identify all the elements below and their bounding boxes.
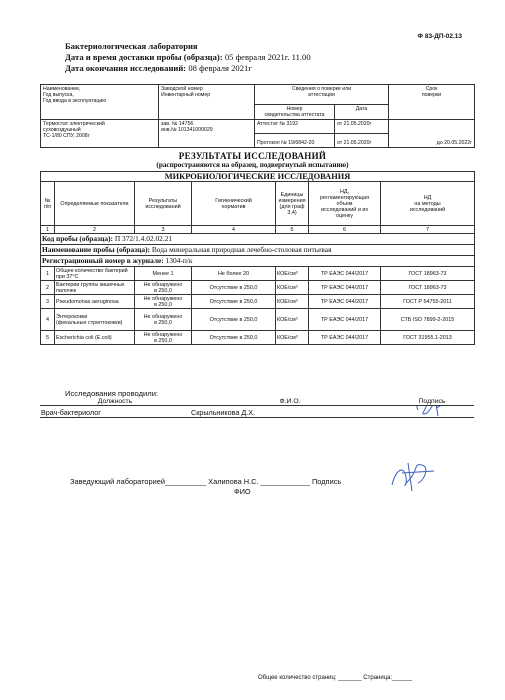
col-header-norm: Гигиенический норматив	[192, 182, 276, 226]
registration-value: 1304-п/к	[165, 256, 193, 265]
fio-label: ФИО	[234, 487, 251, 496]
sample-code-value: П 372/1.4.02.02.21	[114, 234, 173, 243]
row-norm: Отсутствие в 250,0	[192, 281, 276, 295]
sample-name	[41, 245, 475, 256]
form-code: Ф 83-ДП-02.13	[417, 33, 462, 40]
row-indicator: Escherichia coli (E.coli)	[55, 331, 135, 345]
row-indicator: Энтерококки (фекальные стрептококки)	[55, 309, 135, 331]
table-row	[41, 281, 475, 295]
row-method: ГОСТ 18963-73	[381, 281, 475, 295]
col-number: 6	[309, 226, 381, 234]
row-num: 4	[41, 309, 55, 331]
table-row	[41, 267, 475, 281]
row-result: Не обнаружено в 250,0	[135, 331, 192, 345]
col-header-method: НД на методы исследований	[381, 182, 475, 226]
row-nd: ТР ЕАЭС 044/2017	[309, 295, 381, 309]
head-signature-mark	[388, 459, 438, 493]
results-title: РЕЗУЛЬТАТЫ ИССЛЕДОВАНИЙ	[178, 151, 327, 161]
row-indicator: Общее количество бактерий при 37°С	[55, 267, 135, 281]
row-nd: ТР ЕАЭС 044/2017	[309, 267, 381, 281]
row-unit: КОЕ/см³	[276, 267, 309, 281]
row-nd: ТР ЕАЭС 044/2017	[309, 331, 381, 345]
col-number: 3	[135, 226, 192, 234]
row-result: Менее 1	[135, 267, 192, 281]
end-date-line	[65, 63, 252, 73]
staff-header-signature: Подпись	[390, 398, 474, 406]
eq-header-validity: Срок поверки	[389, 85, 475, 120]
end-date-value: 08 февраля 2021г	[188, 63, 252, 73]
col-header-unit: Единицы измерения (для граф 3,4)	[276, 182, 309, 226]
head-of-lab-line: Заведующий лабораторией__________ Халипова Н.С. ____________ Подпись	[70, 477, 342, 486]
eq-validity: до 20.05.2022г	[389, 120, 475, 148]
staff-position: Врач-бактериолог	[40, 406, 190, 418]
row-result: Не обнаружено в 250,0	[135, 309, 192, 331]
row-result: Не обнаружено в 250,0	[135, 295, 192, 309]
results-table	[40, 171, 475, 345]
row-result: Не обнаружено в 250,0	[135, 281, 192, 295]
sample-name-value: Вода минеральная природная лечебно-столовая питьевая	[151, 245, 332, 254]
row-norm: Отсутствие в 250,0	[192, 295, 276, 309]
eq-header-cert-number: Номер свидетельства аттестата	[255, 105, 335, 120]
lab-title: Бактериологическая лаборатория	[65, 41, 198, 51]
row-nd: ТР ЕАЭС 044/2017	[309, 281, 381, 295]
results-subtitle: (распространяются на образец, подвергнутый испытанию)	[156, 161, 349, 169]
equipment-table	[40, 84, 475, 148]
row-method: ГОСТ Р 54755-2011	[381, 295, 475, 309]
row-indicator: Бактерии группы кишечных палочек	[55, 281, 135, 295]
staff-signature	[390, 406, 474, 418]
row-nd: ТР ЕАЭС 044/2017	[309, 309, 381, 331]
eq-header-cert-date: Дата	[335, 105, 389, 120]
eq-cert1: Аттестат № 3192	[255, 120, 335, 134]
delivery-line	[65, 52, 311, 62]
eq-header-verification: Сведения о поверке или аттестации	[255, 85, 389, 105]
row-unit: КОЕ/см³	[276, 295, 309, 309]
row-norm: Не более 20	[192, 267, 276, 281]
row-method: ГОСТ 31955.1-2013	[381, 331, 475, 345]
row-num: 2	[41, 281, 55, 295]
row-method: ГОСТ 18963-73	[381, 267, 475, 281]
registration-label: Регистрационный номер в журнале:	[42, 256, 164, 265]
row-method: СТБ ISO 7899-2-2015	[381, 309, 475, 331]
staff-header-name: Ф.И.О.	[190, 398, 390, 406]
delivery-label: Дата и время доставки пробы (образца):	[65, 52, 223, 62]
table-row	[41, 295, 475, 309]
col-number: 7	[381, 226, 475, 234]
staff-name: Скрыльникова Д.Х.	[190, 406, 390, 418]
eq-name: Термостат электрический суховоздушный ТС-1/80 СПУ, 2008г	[41, 120, 159, 148]
row-unit: КОЕ/см³	[276, 281, 309, 295]
sample-code-label: Код пробы (образца):	[42, 234, 113, 243]
col-number: 1	[41, 226, 55, 234]
table-row	[41, 331, 475, 345]
col-header-result: Результаты исследований	[135, 182, 192, 226]
sample-code	[41, 234, 475, 245]
delivery-value: 05 февраля 2021г. 11.00	[224, 52, 311, 62]
row-norm: Отсутствие в 250,0	[192, 331, 276, 345]
col-number: 4	[192, 226, 276, 234]
eq-numbers: зав. № 14756 инв.№ 101341000029	[159, 120, 255, 148]
col-header-nd: НД, регламентирующая объем исследований и их оценку	[309, 182, 381, 226]
page-footer: Общее количество страниц: _______ Страница:______	[258, 675, 413, 681]
registration-number	[41, 256, 475, 267]
signature-mark	[412, 406, 452, 418]
staff-table	[40, 398, 474, 418]
eq-header-numbers: Заводской номер Инвентарный номер	[159, 85, 255, 120]
row-num: 3	[41, 295, 55, 309]
eq-cert2-date: от 21.05.2020г	[335, 134, 389, 148]
table-row	[41, 309, 475, 331]
col-header-num: № п/п	[41, 182, 55, 226]
eq-cert2: Протокол № 19/6842-20	[255, 134, 335, 148]
end-date-label: Дата окончания исследований:	[65, 63, 187, 73]
conducted-label: Исследования проводили:	[65, 389, 159, 398]
col-number: 2	[55, 226, 135, 234]
section-title: МИКРОБИОЛОГИЧЕСКИЕ ИССЛЕДОВАНИЯ	[41, 172, 475, 182]
row-unit: КОЕ/см³	[276, 331, 309, 345]
col-number: 5	[276, 226, 309, 234]
row-norm: Отсутствие в 250,0	[192, 309, 276, 331]
row-indicator: Pseudomonas aeruginosa	[55, 295, 135, 309]
staff-header-position: Должность	[40, 398, 190, 406]
sample-name-label: Наименование пробы (образца):	[42, 245, 150, 254]
eq-cert1-date: от 21.05.2020г	[335, 120, 389, 134]
row-num: 1	[41, 267, 55, 281]
row-unit: КОЕ/см³	[276, 309, 309, 331]
col-header-indicator: Определяемые показатели	[55, 182, 135, 226]
row-num: 5	[41, 331, 55, 345]
eq-header-name: Наименование, Год выпуска, Год ввода в эксплуатацию	[41, 85, 159, 120]
